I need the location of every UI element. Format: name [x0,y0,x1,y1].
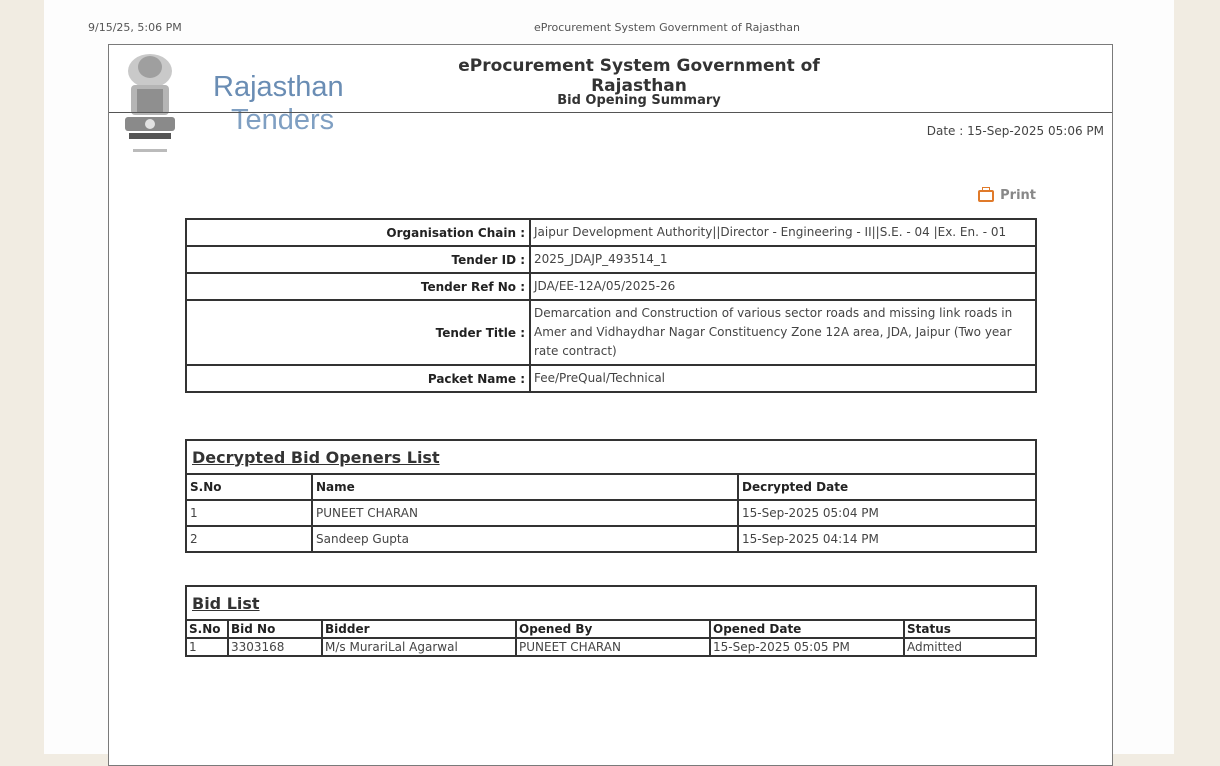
report-page [108,44,1113,766]
openers-col-name: Name [312,474,738,500]
print-label: Print [1000,188,1036,203]
logo-line-1: Rajasthan [213,71,344,103]
logo-line-2: Tenders [231,104,335,136]
report-date: Date : 15-Sep-2025 05:06 PM [926,124,1104,138]
opener-name: Sandeep Gupta [312,526,738,552]
bid-no: 3303168 [228,638,322,656]
bid-bidder: M/s MurariLal Agarwal [322,638,516,656]
info-label: Packet Name : [186,365,530,392]
openers-col-sno: S.No [186,474,312,500]
opener-date: 15-Sep-2025 05:04 PM [738,500,1036,526]
national-emblem-icon [117,49,183,161]
info-row [186,219,1036,246]
info-row [186,365,1036,392]
info-value: 2025_JDAJP_493514_1 [530,246,1036,273]
print-button[interactable] [978,188,1036,203]
openers-title: Decrypted Bid Openers List [186,440,1036,474]
page-subtitle: Bid Opening Summary [557,93,721,108]
info-label: Tender Ref No : [186,273,530,300]
opener-date: 15-Sep-2025 04:14 PM [738,526,1036,552]
info-row [186,300,1036,365]
table-row [186,638,1036,656]
bids-col-bidder: Bidder [322,620,516,638]
print-timestamp: 9/15/25, 5:06 PM [88,21,182,34]
info-value: JDA/EE-12A/05/2025-26 [530,273,1036,300]
print-page-title: eProcurement System Government of Rajasthan [534,21,800,34]
bids-col-opened-by: Opened By [516,620,710,638]
info-label: Organisation Chain : [186,219,530,246]
bids-col-status: Status [904,620,1036,638]
info-value: Demarcation and Construction of various sector roads and missing link roads in Amer and Vidhaydhar Nagar Constituency Zone 12A area, JDA, Jaipur (Two year rate contract) [530,300,1036,365]
bids-title: Bid List [186,586,1036,620]
bids-col-opened-date: Opened Date [710,620,904,638]
bids-col-bidno: Bid No [228,620,322,638]
table-row [186,500,1036,526]
bid-status: Admitted [904,638,1036,656]
bid-opened-by: PUNEET CHARAN [516,638,710,656]
opener-sno: 1 [186,500,312,526]
info-value: Jaipur Development Authority||Director - Engineering - II||S.E. - 04 |Ex. En. - 01 [530,219,1036,246]
info-row [186,246,1036,273]
printer-icon [978,190,994,202]
page-title: eProcurement System Government of Rajasthan [458,56,820,96]
bids-header-row [186,620,1036,638]
info-value: Fee/PreQual/Technical [530,365,1036,392]
info-row [186,273,1036,300]
info-label: Tender Title : [186,300,530,365]
print-header [44,21,1174,39]
bid-sno: 1 [186,638,228,656]
tender-info-table [185,218,1037,393]
openers-col-date: Decrypted Date [738,474,1036,500]
bid-opened-date: 15-Sep-2025 05:05 PM [710,638,904,656]
openers-header-row [186,474,1036,500]
table-row [186,526,1036,552]
opener-sno: 2 [186,526,312,552]
bid-openers-table [185,439,1037,553]
rajasthan-tenders-logo [213,71,344,137]
bid-list-table [185,585,1037,657]
info-label: Tender ID : [186,246,530,273]
header-divider [109,112,1112,113]
bids-col-sno: S.No [186,620,228,638]
opener-name: PUNEET CHARAN [312,500,738,526]
print-sheet [44,0,1174,754]
